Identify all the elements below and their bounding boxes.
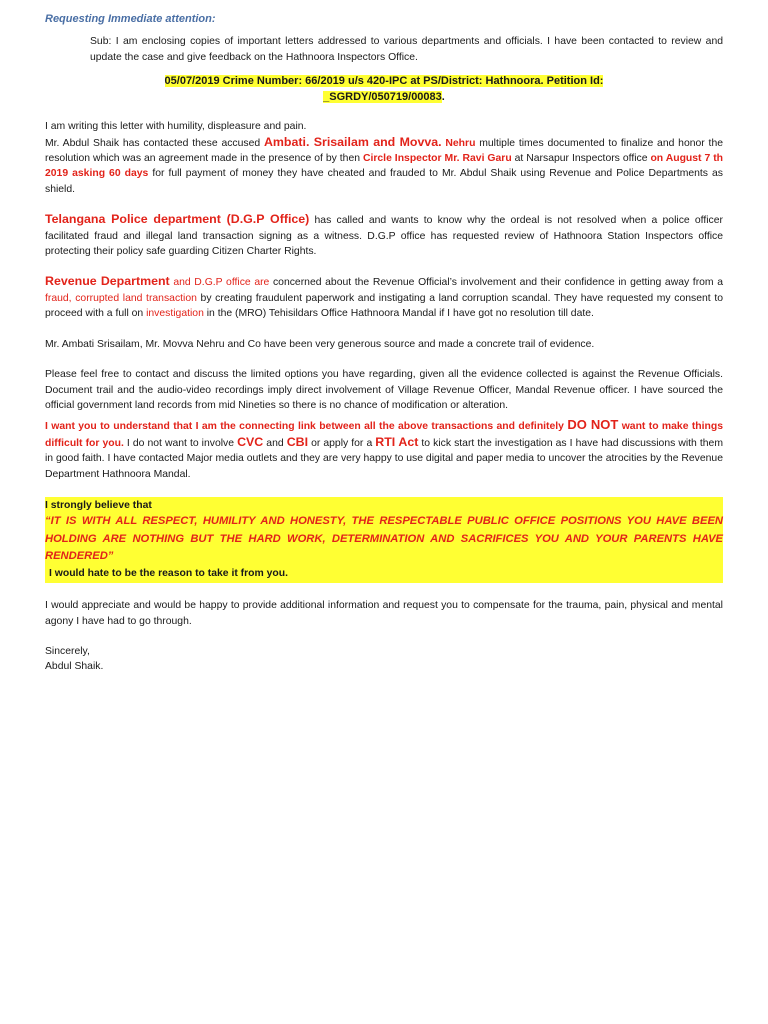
- accused-names: Ambati. Srisailam and Movva.: [263, 134, 442, 149]
- intro-text-a: Mr. Abdul Shaik has contacted these accused: [45, 137, 264, 149]
- case-reference-line1: 05/07/2019 Crime Number: 66/2019 u/s 420-IPC at PS/District: Hathnoora. Petition Id:: [164, 75, 604, 88]
- intro-text-c: at Narsapur Inspectors office: [511, 153, 651, 165]
- paragraph-evidence: Mr. Ambati Srisailam, Mr. Movva Nehru and Co have been very generous source and made a concrete trail of evidence.: [45, 338, 595, 350]
- quote-closing: I would hate to be the reason to take it from you.: [49, 567, 289, 579]
- police-department: Telangana Police department (D.G.P Office): [45, 212, 310, 227]
- and-text: and: [263, 437, 287, 449]
- connecting-link-text: I want you to understand that I am the connecting link between all the above transactions and definitely: [45, 421, 568, 433]
- dgp-office: and D.G.P office are: [169, 277, 270, 289]
- signature-block: [45, 644, 723, 675]
- signature-name: Abdul Shaik.: [45, 661, 104, 673]
- intro-line: I am writing this letter with humility, displeasure and pain.: [45, 121, 307, 133]
- quote-lead: I strongly believe that: [45, 499, 152, 511]
- revenue-department: Revenue Department: [45, 274, 170, 289]
- cbi-label: CBI: [286, 434, 309, 449]
- investigation-word: investigation: [146, 308, 204, 320]
- revenue-text-b: by creating fraudulent paperwork and instigating a land corruption scandal. They have requested my consent to proceed with a full on: [45, 292, 723, 320]
- do-not-emphasis: DO NOT: [567, 417, 619, 433]
- paragraph-connecting-link: [45, 417, 723, 482]
- letter-page: [45, 12, 723, 675]
- involve-text: I do not want to involve: [123, 437, 238, 449]
- apply-text: or apply for a: [308, 437, 376, 449]
- police-text: has called and wants to know why the ordeal is not resolved when a police officer facilitated fraud and illegal land transaction signing as a witness. D.G.P office has requested review of Hathnoora Station Inspectors office protecting their policy safe guarding Citizen Charter Rights.: [45, 215, 723, 258]
- paragraph-revenue: [45, 274, 723, 321]
- paragraph-compensation: I would appreciate and would be happy to provide additional information and request you to compensate for the trauma, pain, physical and mental agony I have had to go through.: [45, 600, 723, 627]
- fraud-phrase: fraud, corrupted land transaction: [45, 292, 197, 304]
- case-reference-line2: _SGRDY/050719/00083: [323, 91, 442, 104]
- quote-text: “IT IS WITH ALL RESPECT, HUMILITY AND HONESTY, THE RESPECTABLE PUBLIC OFFICE POSITIONS YOU HAVE BEEN HOLDING ARE NOTHING BUT THE HARD WORK, DETERMINATION AND SACRIFICES YOU AND YOUR PARENTS HAVE RENDERED”: [45, 515, 723, 563]
- difficult-text: want to make things difficult for you.: [45, 421, 724, 449]
- case-reference-period: .: [441, 91, 445, 104]
- rti-act-label: RTI Act: [375, 434, 419, 449]
- signoff: Sincerely,: [45, 646, 90, 658]
- circle-inspector: Circle Inspector Mr. Ravi Garu: [362, 153, 512, 165]
- intro-text-d: for full payment of money they have cheated and frauded to Mr. Abdul Shaik using Revenue and Police Departments as shield.: [45, 168, 723, 195]
- highlighted-quote-block: [45, 497, 723, 583]
- cvc-label: CVC: [237, 434, 264, 449]
- subject-line: Sub: I am enclosing copies of important letters addressed to various departments and officials. I have been contacted to review and update the case and give feedback on the Hathnoora Inspectors Office.: [90, 36, 723, 63]
- accused-name-nehru: Nehru: [441, 137, 476, 149]
- media-text: to kick start the investigation as I have had discussions with them in good faith. I have contacted Major media outlets and they are very happy to use digital and paper media to uncover the atrocities by the Revenue Department Hathnoora Mandal.: [45, 437, 723, 480]
- paragraph-contact: Please feel free to contact and discuss the limited options you have regarding, given all the evidence collected is against the Revenue Officials. Document trail and the audio-video recordings imply direct involvement of Village Revenue Officer, Mandal Revenue officer. I have sourced the official government land records from mid Nineties so there is no chance of modification or alteration.: [45, 369, 723, 411]
- paragraph-intro: [45, 119, 723, 197]
- paragraph-police: [45, 212, 723, 259]
- letter-heading: Requesting Immediate attention:: [45, 13, 216, 25]
- case-reference: [45, 73, 723, 105]
- intro-text-b: multiple times documented to finalize and honor the resolution which was an agreement made in the presence of by then: [45, 137, 723, 165]
- revenue-text-a: concerned about the Revenue Official’s involvement and their confidence in getting away from a: [269, 277, 724, 289]
- revenue-text-c: in the (MRO) Tehisildars Office Hathnoora Mandal if I have got no resolution till date.: [203, 308, 594, 320]
- agreement-date: on August 7 th 2019 asking 60 days: [45, 153, 724, 180]
